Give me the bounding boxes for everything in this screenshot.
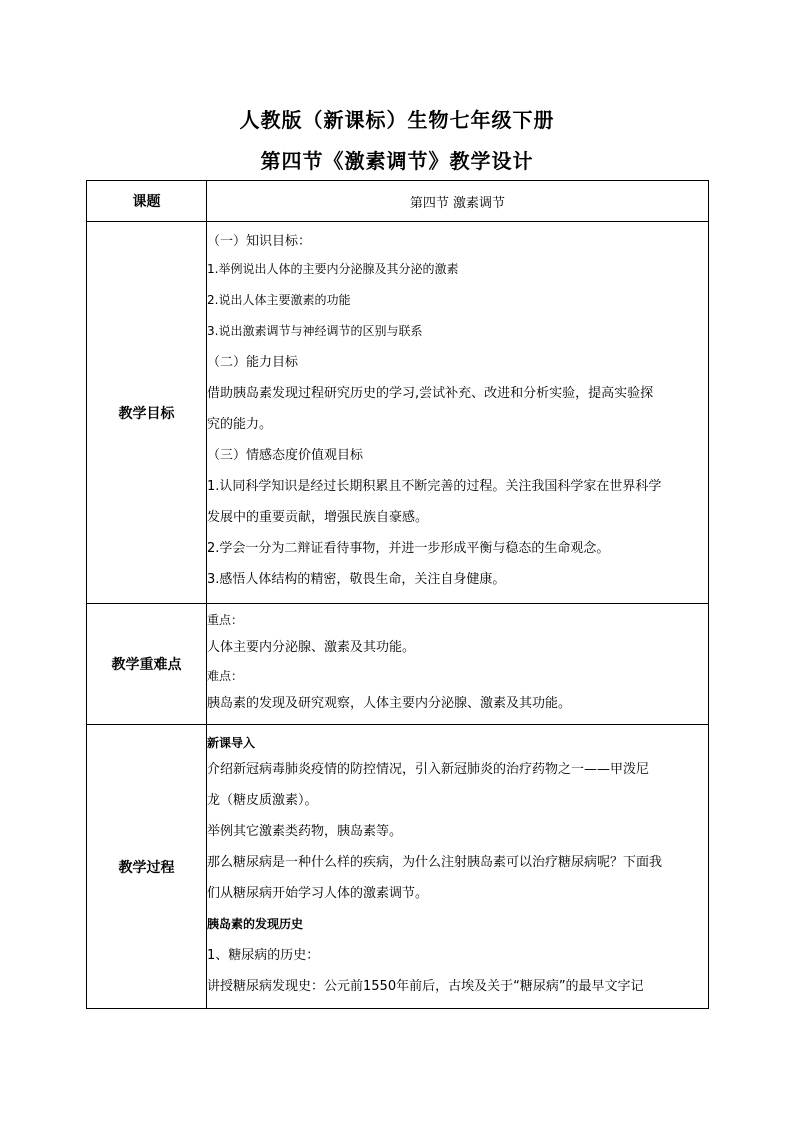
objectives-line: 1.认同科学知识是经过长期积累且不断完善的过程。关注我国科学家在世界科学 <box>207 479 662 494</box>
document-subtitle: 第四节《激素调节》教学设计 <box>260 149 534 173</box>
process-line: 龙（糖皮质激素）。 <box>207 792 318 808</box>
keypoints-line: 人体主要内分泌腺、激素及其功能。 <box>207 640 416 655</box>
process-heading: 新课导入 <box>207 735 256 750</box>
process-heading: 胰岛素的发现历史 <box>207 916 304 931</box>
process-line: 那么糖尿病是一种什么样的疾病，为什么注射胰岛素可以治疗糖尿病呢？下面我 <box>207 854 663 870</box>
row-label-process: 教学过程 <box>87 725 207 1009</box>
subject-value: 第四节 激素调节 <box>207 181 709 222</box>
table-row-keypoints <box>87 604 709 725</box>
keypoints-line: 重点： <box>207 613 244 627</box>
table-row-subject <box>87 181 709 222</box>
objectives-line: 2.说出人体主要激素的功能 <box>207 293 351 307</box>
process-line: 介绍新冠病毒肺炎疫情的防控情况，引入新冠肺炎的治疗药物之一——甲泼尼 <box>207 761 650 777</box>
lesson-plan-table <box>86 180 709 1009</box>
document-title: 人教版（新课标）生物七年级下册 <box>239 108 555 132</box>
row-label-keypoints: 教学重难点 <box>87 604 207 725</box>
process-line: 讲授糖尿病发现史：公元前1550年前后，古埃及关于“糖尿病”的最早文字记 <box>207 978 644 994</box>
objectives-content <box>207 222 709 604</box>
keypoints-line: 胰岛素的发现及研究观察，人体主要内分泌腺、激素及其功能。 <box>207 696 572 711</box>
row-label-objectives: 教学目标 <box>87 222 207 604</box>
objectives-line: 发展中的重要贡献，增强民族自豪感。 <box>207 510 429 525</box>
row-label-subject: 课题 <box>87 181 207 222</box>
process-line: 1、糖尿病的历史： <box>207 947 320 963</box>
objectives-line: （三）情感态度价值观目标 <box>207 448 364 463</box>
objectives-line: 1.举例说出人体的主要内分泌腺及其分泌的激素 <box>207 262 459 276</box>
keypoints-content <box>207 604 709 725</box>
objectives-line: 2.学会一分为二辩证看待事物，并进一步形成平衡与稳态的生命观念。 <box>207 541 610 556</box>
objectives-line: 3.说出激素调节与神经调节的区别与联系 <box>207 324 423 338</box>
keypoints-line: 难点： <box>207 669 244 683</box>
table-row-objectives <box>87 222 709 604</box>
process-line: 们从糖尿病开始学习人体的激素调节。 <box>207 885 429 901</box>
objectives-line: （二）能力目标 <box>207 355 299 370</box>
process-line: 举例其它激素类药物，胰岛素等。 <box>207 823 403 839</box>
objectives-line: 究的能力。 <box>207 417 273 432</box>
objectives-line: 3.感悟人体结构的精密，敬畏生命，关注自身健康。 <box>207 572 506 587</box>
objectives-line: （一）知识目标： <box>207 234 312 249</box>
objectives-line: 借助胰岛素发现过程研究历史的学习,尝试补充、改进和分析实验，提高实验探 <box>207 386 654 401</box>
process-content <box>207 725 709 1009</box>
table-row-process <box>87 725 709 1009</box>
